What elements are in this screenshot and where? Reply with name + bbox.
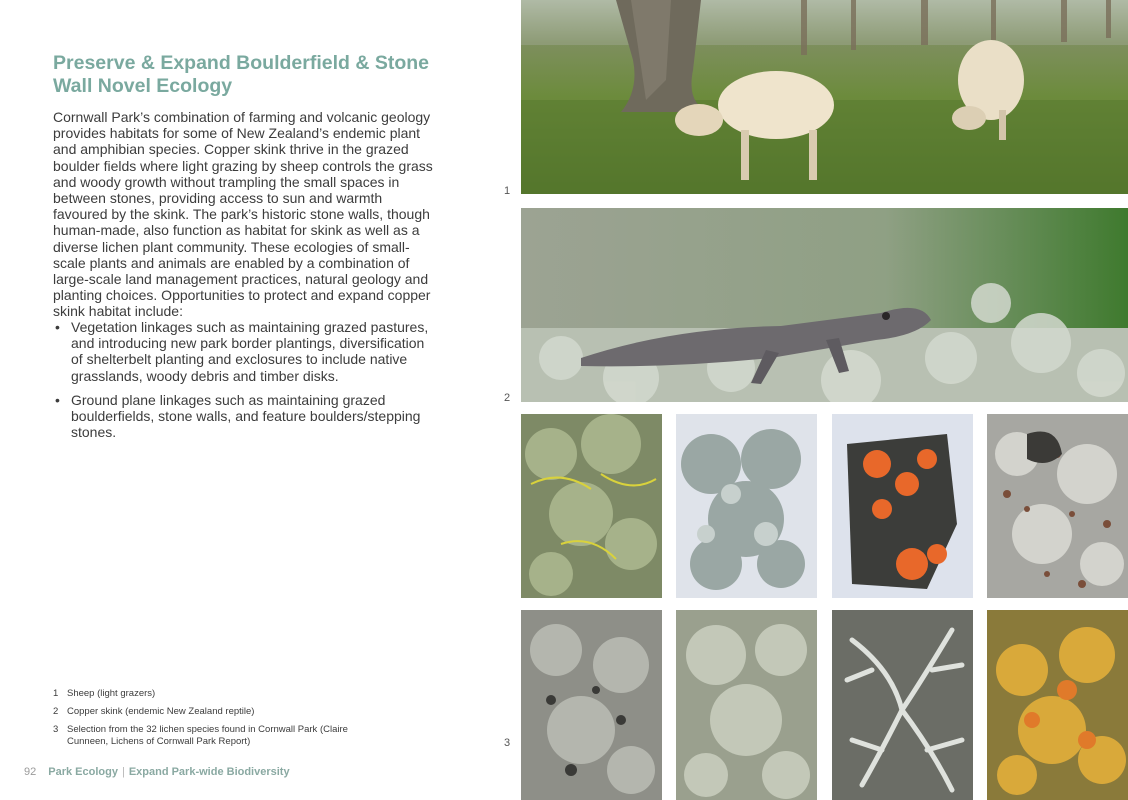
lichen-photo-1 bbox=[521, 414, 662, 598]
lichen-photo-3 bbox=[832, 414, 973, 598]
skink-photo bbox=[521, 208, 1128, 402]
caption-text: Sheep (light grazers) bbox=[67, 688, 156, 699]
lichen-photo-6 bbox=[676, 610, 817, 800]
caption-list bbox=[53, 688, 373, 754]
bullet-icon: • bbox=[55, 319, 60, 335]
footer-separator: | bbox=[121, 766, 125, 778]
caption-item bbox=[53, 724, 373, 748]
caption-text: Selection from the 32 lichen species found in Cornwall Park (Claire Cunneen, Lichens of Cornwall Park Report) bbox=[67, 724, 348, 747]
caption-item bbox=[53, 706, 373, 718]
page-number: 92 bbox=[24, 766, 37, 778]
lichen-photo-2 bbox=[676, 414, 817, 598]
lichen-photo-8 bbox=[987, 610, 1128, 800]
bullet-item bbox=[53, 319, 433, 384]
footer-section: Park Ecology bbox=[48, 766, 118, 778]
bullet-icon: • bbox=[55, 391, 60, 408]
page-footer bbox=[24, 766, 290, 778]
caption-text: Copper skink (endemic New Zealand reptile) bbox=[67, 706, 255, 717]
caption-number: 3 bbox=[53, 724, 59, 735]
footer-subsection: Expand Park-wide Biodiversity bbox=[128, 766, 290, 778]
bullet-item bbox=[53, 392, 433, 441]
caption-number: 1 bbox=[53, 688, 59, 699]
page-title: Preserve & Expand Boulderfield & Stone Wall Novel Ecology bbox=[53, 52, 430, 97]
bullet-list bbox=[53, 319, 433, 448]
lichen-photo-4 bbox=[987, 414, 1128, 598]
figure-number-1: 1 bbox=[504, 185, 511, 197]
bullet-text: Vegetation linkages such as maintaining grazed pastures, and introducing new park border plantings, diversification of shelterbelt planting and exclosures to include native grasslands, woody debris and timber disks. bbox=[71, 319, 429, 384]
body-paragraph: Cornwall Park’s combination of farming and volcanic geology provides habitats for some of New Zealand’s endemic plant and amphibian species. Copper skink thrive in the grazed boulder fields where light grazing by sheep controls the grass and woody growth without trampling the small spaces in between stones, providing access to sun and warmth favoured by the skink. The park’s historic stone walls, though human-made, also function as habitat for skink as well as a diverse lichen plant community. These ecologies of small-scale plants and animals are enabled by a combination of large-scale land management practices, natural geology and planting choices. Opportunities to protect and expand copper skink habitat include: bbox=[53, 109, 433, 320]
bullet-text: Ground plane linkages such as maintaining grazed boulderfields, stone walls, and feature boulders/stepping stones. bbox=[71, 391, 421, 441]
sheep-photo bbox=[521, 0, 1128, 194]
caption-item bbox=[53, 688, 373, 700]
lichen-photo-5 bbox=[521, 610, 662, 800]
caption-number: 2 bbox=[53, 706, 59, 717]
figure-number-3: 3 bbox=[504, 737, 511, 749]
lichen-photo-7 bbox=[832, 610, 973, 800]
figure-number-2: 2 bbox=[504, 392, 511, 404]
